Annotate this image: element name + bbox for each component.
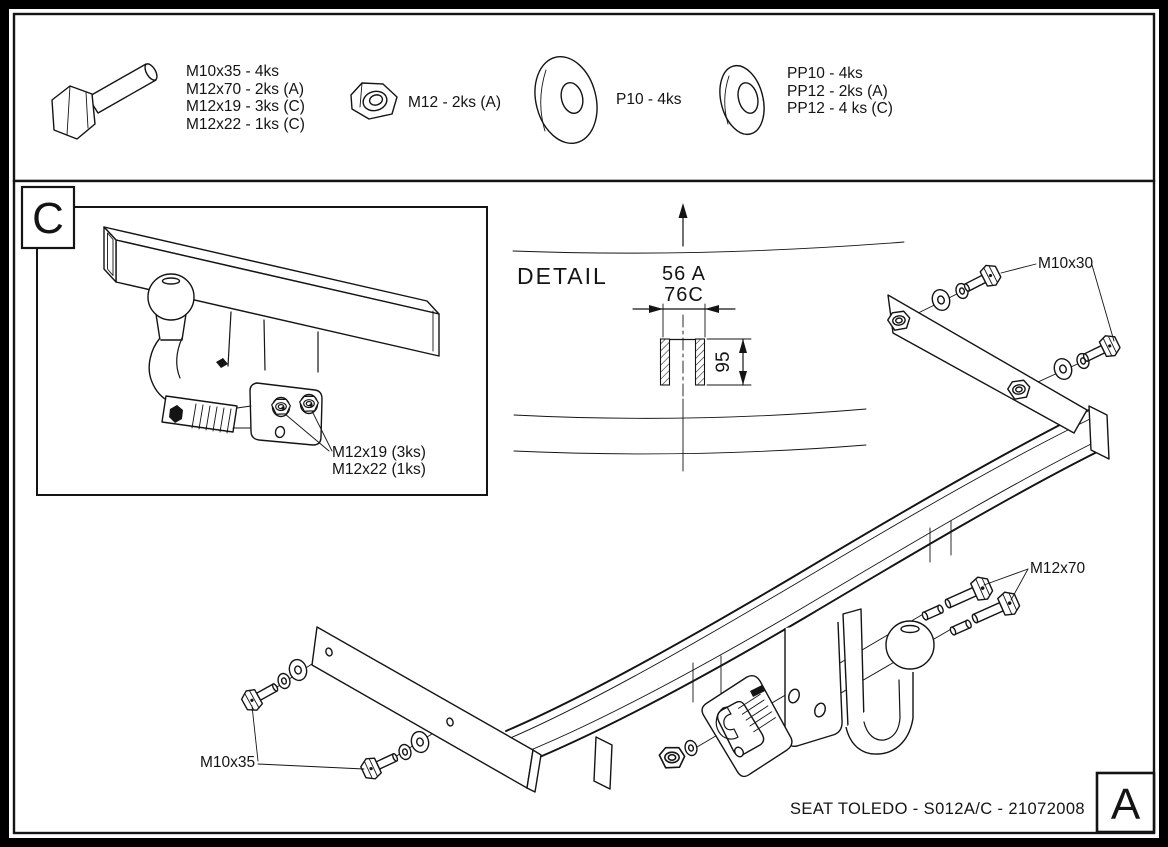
bolt-size-line: M12x22 - 1ks (C) xyxy=(186,116,305,133)
ball-mount-bracket xyxy=(785,622,842,746)
dim-width-a: 56 A xyxy=(661,263,707,285)
beam-end-cap-left xyxy=(594,737,612,789)
callout-inset-line1: M12x19 (3ks) xyxy=(332,444,426,461)
washer-small-line: PP10 - 4ks xyxy=(787,65,863,82)
revision-letter: A xyxy=(1110,780,1141,829)
nut-size-label: M12 - 2ks (A) xyxy=(408,94,502,111)
drawing-title: SEAT TOLEDO - S012A/C - 21072008 xyxy=(790,800,1085,818)
parts-list-panel xyxy=(14,14,1154,181)
view-letter-box xyxy=(22,187,74,248)
detail-title: DETAIL xyxy=(517,263,608,289)
washer-large-label: P10 - 4ks xyxy=(616,91,682,108)
washer-small-line: PP12 - 2ks (A) xyxy=(787,83,888,100)
main-drawing-panel xyxy=(14,181,1154,833)
callout-inset-line2: M12x22 (1ks) xyxy=(332,461,426,478)
bolt-size-line: M12x70 - 2ks (A) xyxy=(186,81,305,98)
view-letter: C xyxy=(32,194,64,243)
dim-width-c: 76C xyxy=(664,284,704,306)
washer-small-line: PP12 - 4 ks (C) xyxy=(787,100,893,117)
callout-m10x30: M10x30 xyxy=(1038,255,1094,272)
callout-m12x70: M12x70 xyxy=(1030,560,1086,577)
bolt-size-line: M10x35 - 4ks xyxy=(186,63,280,80)
beam-end-cap-right xyxy=(1089,406,1109,459)
dim-depth: 95 xyxy=(713,351,734,373)
bolt-size-line: M12x19 - 3ks (C) xyxy=(186,98,305,115)
callout-m10x35: M10x35 xyxy=(200,754,256,771)
revision-box xyxy=(1097,773,1154,832)
